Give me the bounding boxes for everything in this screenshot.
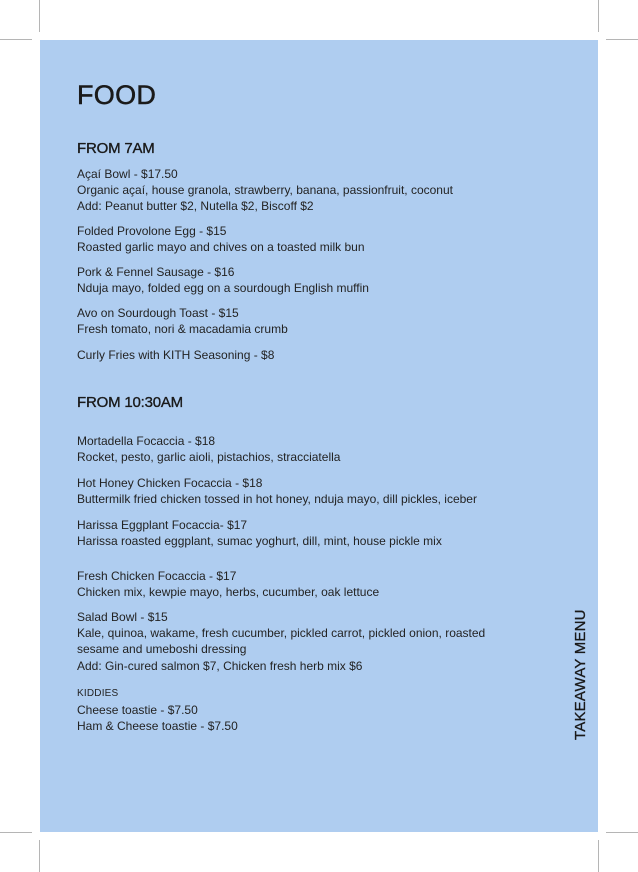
crop-mark xyxy=(0,39,32,40)
item-description: Harissa roasted eggplant, sumac yoghurt, dill, mint, house pickle mix xyxy=(77,534,442,549)
crop-mark xyxy=(598,0,599,32)
crop-mark xyxy=(606,832,638,833)
item-name: Salad Bowl - $15 xyxy=(77,610,168,624)
kiddies-item: Cheese toastie - $7.50 xyxy=(77,703,198,717)
item-description: Organic açaí, house granola, strawberry, banana, passionfruit, coconut xyxy=(77,183,453,198)
section-heading-morning: FROM 7AM xyxy=(77,140,155,157)
item-description: Kale, quinoa, wakame, fresh cucumber, pickled carrot, pickled onion, roasted sesame and umeboshi dressing xyxy=(77,626,486,657)
item-name: Hot Honey Chicken Focaccia - $18 xyxy=(77,476,263,490)
menu-item xyxy=(77,166,527,215)
item-description: Rocket, pesto, garlic aioli, pistachios, stracciatella xyxy=(77,450,341,465)
menu-item xyxy=(77,517,527,549)
kiddies-list xyxy=(77,702,527,734)
takeaway-menu-label: TAKEAWAY MENU xyxy=(572,609,589,740)
item-description: Nduja mayo, folded egg on a sourdough English muffin xyxy=(77,281,369,296)
crop-mark xyxy=(39,0,40,32)
menu-item xyxy=(77,475,527,507)
item-name: Folded Provolone Egg - $15 xyxy=(77,224,227,238)
item-name: Curly Fries with KITH Seasoning - $8 xyxy=(77,348,275,362)
item-addons: Add: Peanut butter $2, Nutella $2, Biscoff $2 xyxy=(77,199,314,214)
item-description: Fresh tomato, nori & macadamia crumb xyxy=(77,322,288,337)
menu-item xyxy=(77,609,505,674)
item-name: Fresh Chicken Focaccia - $17 xyxy=(77,569,237,583)
menu-item xyxy=(77,568,527,600)
crop-mark xyxy=(0,832,32,833)
menu-item xyxy=(77,223,527,255)
item-name: Harissa Eggplant Focaccia- $17 xyxy=(77,518,248,532)
item-name: Mortadella Focaccia - $18 xyxy=(77,434,216,448)
item-name: Avo on Sourdough Toast - $15 xyxy=(77,306,239,320)
page-title: FOOD xyxy=(77,80,157,110)
item-addons: Add: Gin-cured salmon $7, Chicken fresh herb mix $6 xyxy=(77,658,363,673)
kiddies-heading: KIDDIES xyxy=(77,688,119,699)
menu-item xyxy=(77,305,527,337)
item-description: Chicken mix, kewpie mayo, herbs, cucumber, oak lettuce xyxy=(77,585,380,600)
menu-item xyxy=(77,433,527,465)
menu-item xyxy=(77,264,527,296)
item-description: Buttermilk fried chicken tossed in hot honey, nduja mayo, dill pickles, iceber xyxy=(77,492,477,507)
kiddies-item: Ham & Cheese toastie - $7.50 xyxy=(77,719,238,734)
item-description: Roasted garlic mayo and chives on a toasted milk bun xyxy=(77,240,365,255)
crop-mark xyxy=(606,39,638,40)
crop-mark xyxy=(598,840,599,872)
section-heading-lunch: FROM 10:30AM xyxy=(77,394,183,411)
item-name: Pork & Fennel Sausage - $16 xyxy=(77,265,235,279)
item-name: Açaí Bowl - $17.50 xyxy=(77,167,178,181)
menu-panel xyxy=(40,40,598,832)
menu-item xyxy=(77,347,527,363)
crop-mark xyxy=(39,840,40,872)
